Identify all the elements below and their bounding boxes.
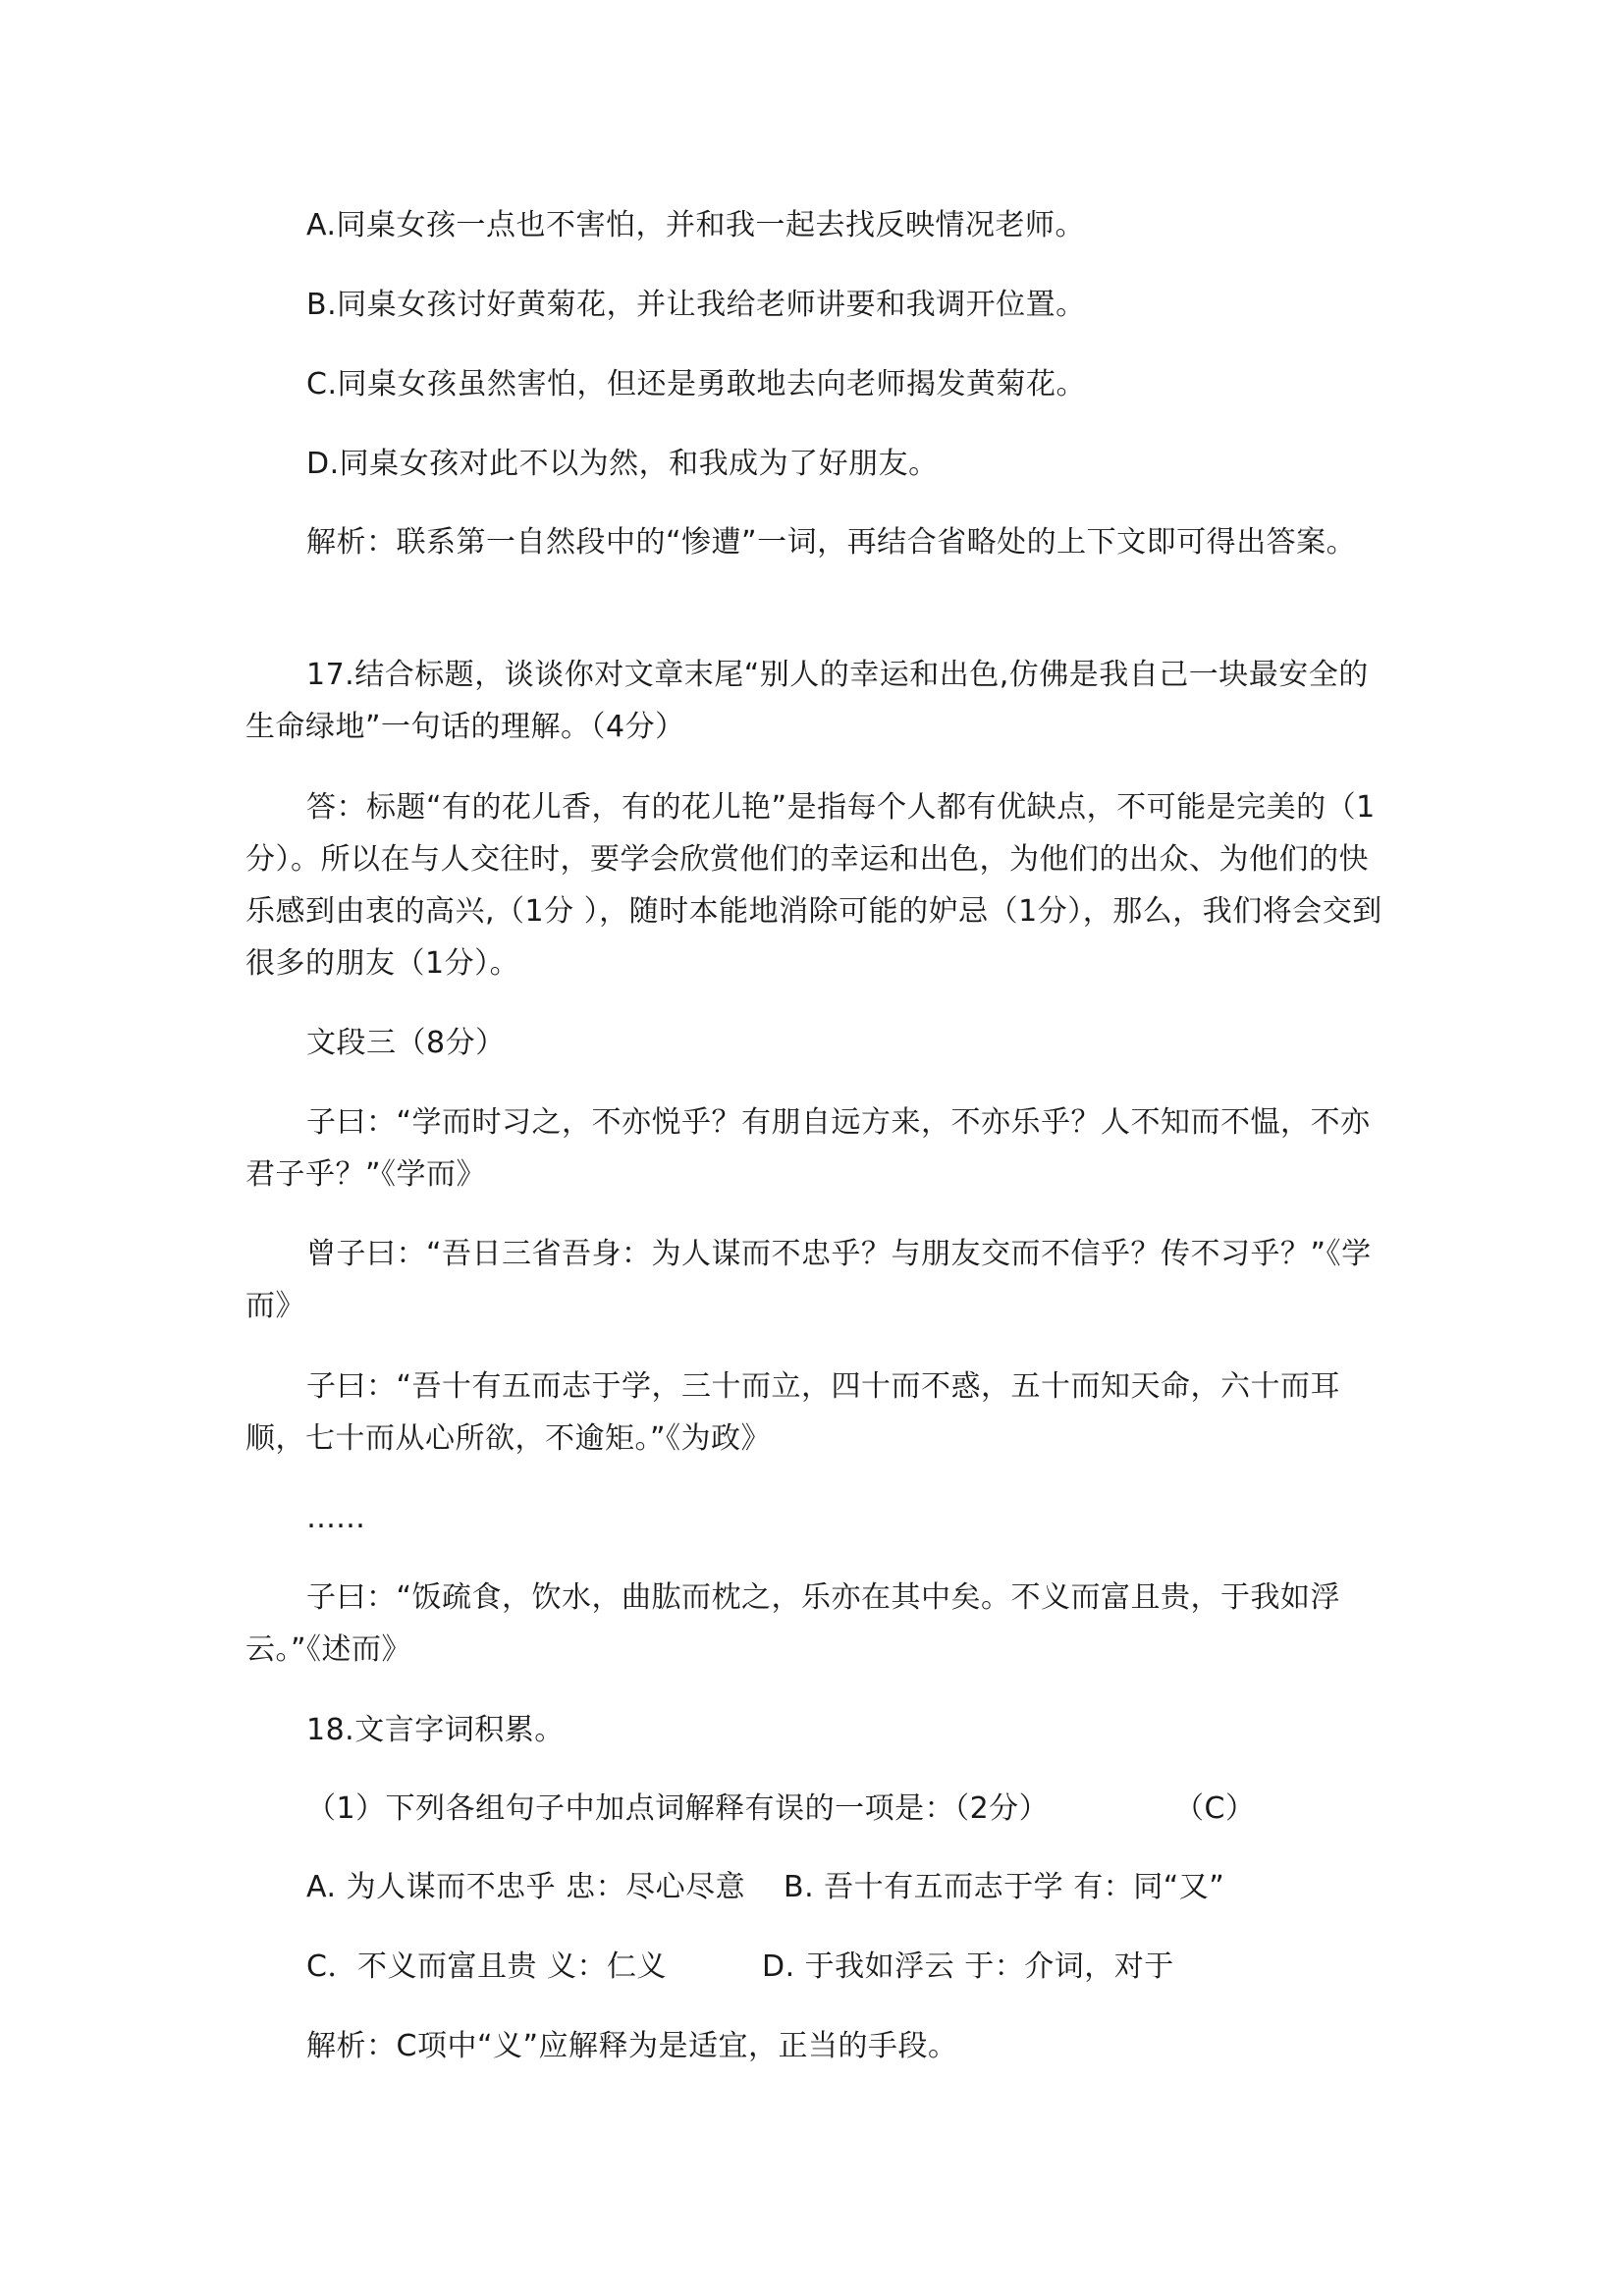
q18-sub1-answer: （C） bbox=[1174, 1791, 1256, 1826]
q18-sub1: （1）下列各组句子中加点词解释有误的一项是：（2分） bbox=[306, 1791, 1050, 1826]
q18-title: 18.文言字词积累。 bbox=[306, 1713, 565, 1747]
q18-option-c: C．不义而富且贵 义：仁义 bbox=[306, 1949, 667, 1984]
q16-option-c: C.同桌女孩虽然害怕，但还是勇敢地去向老师揭发黄菊花。 bbox=[306, 367, 1086, 401]
q17-question: 17.结合标题，谈谈你对文章末尾“别人的幸运和出色,仿佛是我自己一块最安全的生命绿地”一句话的理解。（4分） bbox=[245, 658, 1369, 744]
q18-analysis: 解析：C项中“义”应解释为是适宜，正当的手段。 bbox=[306, 2029, 958, 2063]
q18-option-a: A. 为人谋而不忠乎 忠：尽心尽意 bbox=[306, 1870, 746, 1904]
q18-option-d: D. 于我如浮云 于：介词，对于 bbox=[762, 1949, 1174, 1984]
q16-option-b: B.同桌女孩讨好黄菊花，并让我给老师讲要和我调开位置。 bbox=[306, 288, 1086, 322]
quote-xue-er-2: 曾子曰：“吾日三省吾身：为人谋而不忠乎？与朋友交而不信乎？传不习乎？”《学而》 bbox=[245, 1237, 1372, 1323]
section3-heading: 文段三（8分） bbox=[306, 1026, 506, 1060]
q16-analysis: 解析：联系第一自然段中的“惨遭”一词，再结合省略处的上下文即可得出答案。 bbox=[306, 525, 1357, 560]
q17-answer: 答：标题“有的花儿香，有的花儿艳”是指每个人都有优缺点，不可能是完美的（1分）。所以在与人交往时，要学会欣赏他们的幸运和出色，为他们的出众、为他们的快乐感到由衷的高兴,（1分 ），随时本能地消除可能的妒忌（1分），那么，我们将会交到很多的朋友（1分）。 bbox=[245, 790, 1382, 981]
q18-option-b: B. 吾十有五而志于学 有：同“又” bbox=[784, 1870, 1225, 1904]
q16-option-a: A.同桌女孩一点也不害怕，并和我一起去找反映情况老师。 bbox=[306, 208, 1086, 242]
ellipsis: …… bbox=[306, 1501, 365, 1535]
quote-shu-er: 子曰：“饭疏食，饮水，曲肱而枕之，乐亦在其中矣。不义而富且贵，于我如浮云。”《述而》 bbox=[245, 1580, 1341, 1667]
quote-xue-er-1: 子曰：“学而时习之，不亦悦乎？有朋自远方来，不亦乐乎？人不知而不愠，不亦君子乎？”《学而》 bbox=[245, 1105, 1371, 1192]
quote-wei-zheng: 子曰：“吾十有五而志于学，三十而立，四十而不惑，五十而知天命，六十而耳顺，七十而从心所欲，不逾矩。”《为政》 bbox=[245, 1369, 1341, 1456]
q16-option-d: D.同桌女孩对此不以为然，和我成为了好朋友。 bbox=[306, 447, 939, 481]
